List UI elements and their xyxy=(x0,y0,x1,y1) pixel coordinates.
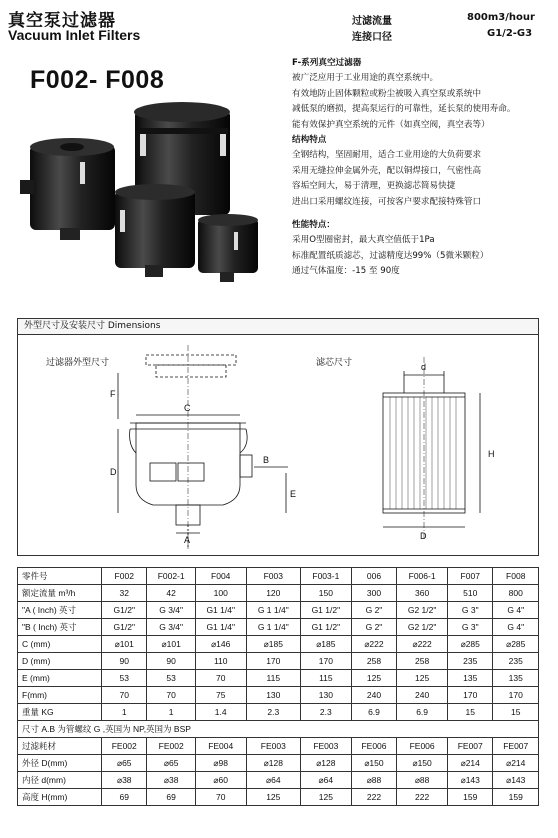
table-cell: G1 1/2" xyxy=(300,602,351,619)
table-cell: 6.9 xyxy=(351,704,396,721)
table-cell: ⌀101 xyxy=(102,636,147,653)
table-cell: ⌀65 xyxy=(147,755,195,772)
table-cell: FE006 xyxy=(351,738,396,755)
table-cell: 258 xyxy=(351,653,396,670)
table-cell: F007 xyxy=(448,568,493,585)
table-cell: 42 xyxy=(147,585,195,602)
table-cell: FE004 xyxy=(195,738,246,755)
dimension-drawing xyxy=(18,335,538,555)
table-cell: G2 1/2" xyxy=(397,619,448,636)
table-cell: G 1 1/4" xyxy=(246,619,300,636)
table-cell: G 3" xyxy=(448,619,493,636)
table-cell: 115 xyxy=(246,670,300,687)
table-cell: 75 xyxy=(195,687,246,704)
table-cell: G1/2" xyxy=(102,619,147,636)
table-cell: ⌀150 xyxy=(351,755,396,772)
table-cell: 70 xyxy=(147,687,195,704)
row-label: F(mm) xyxy=(18,687,102,704)
table-cell: ⌀214 xyxy=(448,755,493,772)
element-row xyxy=(18,789,539,806)
table-cell: G 3/4" xyxy=(147,619,195,636)
table-cell: 70 xyxy=(102,687,147,704)
dimensions-panel xyxy=(17,318,539,556)
dim-letter-a: A xyxy=(184,535,191,545)
dim-letter-small-d: d xyxy=(421,362,427,372)
table-cell: 125 xyxy=(300,789,351,806)
table-cell: FE003 xyxy=(300,738,351,755)
intro-line: 能有效保护真空系统的元件（如真空阀，真空表等） xyxy=(292,119,490,130)
dim-letter-c: C xyxy=(184,403,191,413)
structure-title: 结构特点 xyxy=(292,135,327,146)
table-cell: G 1 1/4" xyxy=(246,602,300,619)
table-cell: G 3" xyxy=(448,602,493,619)
table-cell: 90 xyxy=(102,653,147,670)
table-cell: ⌀88 xyxy=(397,772,448,789)
table-note-row xyxy=(18,721,539,738)
table-cell: 2.3 xyxy=(300,704,351,721)
port-value: G1/2-G3 xyxy=(487,28,533,39)
row-label: E (mm) xyxy=(18,670,102,687)
table-cell: ⌀98 xyxy=(195,755,246,772)
table-cell: ⌀128 xyxy=(246,755,300,772)
table-cell: F003 xyxy=(246,568,300,585)
table-cell: ⌀222 xyxy=(397,636,448,653)
row-label: 高度 H(mm) xyxy=(18,789,102,806)
table-cell: ⌀143 xyxy=(493,772,539,789)
table-cell: ⌀143 xyxy=(448,772,493,789)
table-cell: 300 xyxy=(351,585,396,602)
table-header-row xyxy=(18,568,539,585)
table-cell: F008 xyxy=(493,568,539,585)
table-cell: ⌀38 xyxy=(102,772,147,789)
performance-line: 标准配置纸质滤芯，过滤精度达99%（5微米颗粒） xyxy=(292,250,489,261)
table-cell: 100 xyxy=(195,585,246,602)
table-cell: 120 xyxy=(246,585,300,602)
dim-letter-h: H xyxy=(488,449,495,459)
table-cell: ⌀38 xyxy=(147,772,195,789)
table-cell: 159 xyxy=(448,789,493,806)
intro-line: 减低泵的磨损，提高泵运行的可靠性，延长泵的使用寿命。 xyxy=(292,104,516,115)
table-cell: F006-1 xyxy=(397,568,448,585)
table-cell: 170 xyxy=(448,687,493,704)
table-cell: 130 xyxy=(246,687,300,704)
table-cell: ⌀101 xyxy=(147,636,195,653)
table-cell: ⌀88 xyxy=(351,772,396,789)
performance-title: 性能特点： xyxy=(292,220,335,231)
port-label: 连接口径 xyxy=(352,32,392,43)
table-cell: ⌀285 xyxy=(448,636,493,653)
table-cell: ⌀64 xyxy=(246,772,300,789)
table-row xyxy=(18,619,539,636)
element-row xyxy=(18,755,539,772)
table-cell: FE003 xyxy=(246,738,300,755)
table-cell: 258 xyxy=(397,653,448,670)
structure-line: 容垢空间大，易于清理，更换滤芯简易快捷 xyxy=(292,181,456,192)
table-row xyxy=(18,687,539,704)
table-cell: 115 xyxy=(300,670,351,687)
table-cell: 69 xyxy=(147,789,195,806)
table-cell: 240 xyxy=(397,687,448,704)
table-cell: G1 1/4" xyxy=(195,602,246,619)
row-label: 额定流量 m³/h xyxy=(18,585,102,602)
dim-letter-e: E xyxy=(290,489,297,499)
row-label: 外径 D(mm) xyxy=(18,755,102,772)
table-cell: ⌀146 xyxy=(195,636,246,653)
table-cell: 53 xyxy=(102,670,147,687)
flow-label: 过滤流量 xyxy=(352,16,392,27)
table-cell: ⌀60 xyxy=(195,772,246,789)
table-row xyxy=(18,636,539,653)
table-cell: ⌀185 xyxy=(246,636,300,653)
structure-line: 进出口采用螺纹连接，可按客户要求配接特殊管口 xyxy=(292,196,482,207)
row-label: C (mm) xyxy=(18,636,102,653)
table-row xyxy=(18,653,539,670)
structure-line: 采用无缝拉伸金属外壳，配以铜焊接口，气密性高 xyxy=(292,165,482,176)
table-cell: G1/2" xyxy=(102,602,147,619)
table-cell: 32 xyxy=(102,585,147,602)
table-cell: 15 xyxy=(448,704,493,721)
table-cell: 006 xyxy=(351,568,396,585)
table-cell: 235 xyxy=(448,653,493,670)
intro-line: 被广泛应用于工业用途的真空系统中。 xyxy=(292,73,439,84)
performance-line: 采用O型圈密封，最大真空值低于1Pa xyxy=(292,235,435,246)
table-cell: 1 xyxy=(102,704,147,721)
table-cell: F002 xyxy=(102,568,147,585)
table-cell: 125 xyxy=(246,789,300,806)
table-cell: ⌀222 xyxy=(351,636,396,653)
row-label: 重量 KG xyxy=(18,704,102,721)
table-cell: ⌀128 xyxy=(300,755,351,772)
row-label: "B ( Inch) 英寸 xyxy=(18,619,102,636)
product-photo xyxy=(20,100,270,290)
table-cell: 240 xyxy=(351,687,396,704)
dimensions-title: 外型尺寸及安装尺寸 Dimensions xyxy=(18,319,538,335)
structure-line: 全钢结构，坚固耐用，适合工业用途的大负荷要求 xyxy=(292,150,482,161)
table-cell: 800 xyxy=(493,585,539,602)
table-cell: 1 xyxy=(147,704,195,721)
table-cell: 2.3 xyxy=(246,704,300,721)
row-label: "A ( Inch) 英寸 xyxy=(18,602,102,619)
element-row xyxy=(18,772,539,789)
table-cell: ⌀64 xyxy=(300,772,351,789)
table-cell: 70 xyxy=(195,670,246,687)
table-cell: 69 xyxy=(102,789,147,806)
row-label: 内径 d(mm) xyxy=(18,772,102,789)
table-cell: G 2" xyxy=(351,602,396,619)
table-cell: G1 1/2" xyxy=(300,619,351,636)
table-cell: 125 xyxy=(397,670,448,687)
table-cell: FE002 xyxy=(147,738,195,755)
dim-letter-b: B xyxy=(263,455,270,465)
table-cell: F004 xyxy=(195,568,246,585)
table-cell: 90 xyxy=(147,653,195,670)
dim-letter-f: F xyxy=(110,389,116,399)
table-cell: 170 xyxy=(493,687,539,704)
table-cell: 222 xyxy=(351,789,396,806)
title-chinese: 真空泵过滤器 xyxy=(8,11,116,31)
table-cell: 235 xyxy=(493,653,539,670)
table-cell: 150 xyxy=(300,585,351,602)
row-label: 零件号 xyxy=(18,568,102,585)
table-cell: 110 xyxy=(195,653,246,670)
table-cell: 130 xyxy=(300,687,351,704)
table-row xyxy=(18,602,539,619)
table-cell: FE007 xyxy=(493,738,539,755)
table-cell: 360 xyxy=(397,585,448,602)
table-cell: G 4" xyxy=(493,619,539,636)
table-cell: G1 1/4" xyxy=(195,619,246,636)
table-cell: 70 xyxy=(195,789,246,806)
table-cell: FE002 xyxy=(102,738,147,755)
intro-line: 有效地防止固体颗粒或粉尘被吸入真空泵或系统中 xyxy=(292,88,482,99)
table-cell: G 2" xyxy=(351,619,396,636)
table-cell: G2 1/2" xyxy=(397,602,448,619)
table-cell: 15 xyxy=(493,704,539,721)
dim-letter-element-d: D xyxy=(420,531,427,541)
table-cell: FE006 xyxy=(397,738,448,755)
table-cell: 135 xyxy=(448,670,493,687)
element-header-row xyxy=(18,738,539,755)
table-row xyxy=(18,704,539,721)
table-cell: ⌀214 xyxy=(493,755,539,772)
table-cell: FE007 xyxy=(448,738,493,755)
table-cell: 170 xyxy=(246,653,300,670)
series-title: F-系列真空过滤器 xyxy=(292,58,362,68)
table-cell: 125 xyxy=(351,670,396,687)
table-cell: ⌀185 xyxy=(300,636,351,653)
thread-note: 尺寸 A.B 为管螺纹 G ,英国为 NP,英国为 BSP xyxy=(18,721,539,738)
table-cell: 159 xyxy=(493,789,539,806)
table-cell: G 4" xyxy=(493,602,539,619)
dim-letter-d: D xyxy=(110,467,117,477)
table-cell: 510 xyxy=(448,585,493,602)
table-cell: F003-1 xyxy=(300,568,351,585)
table-cell: ⌀285 xyxy=(493,636,539,653)
table-cell: ⌀150 xyxy=(397,755,448,772)
row-label: D (mm) xyxy=(18,653,102,670)
table-cell: 222 xyxy=(397,789,448,806)
description-block xyxy=(292,56,554,280)
filter-dimension-label: 过滤器外型尺寸 xyxy=(46,357,110,367)
table-row xyxy=(18,585,539,602)
flow-value: 800m3/hour xyxy=(467,12,535,23)
performance-line: 通过气体温度：-15 至 90度 xyxy=(292,266,400,277)
element-dimension-label: 滤芯尺寸 xyxy=(316,357,353,367)
table-cell: 53 xyxy=(147,670,195,687)
table-cell: G 3/4" xyxy=(147,602,195,619)
table-cell: F002-1 xyxy=(147,568,195,585)
model-range: F002- F008 xyxy=(30,66,165,94)
title-english: Vacuum Inlet Filters xyxy=(8,27,141,43)
table-cell: 170 xyxy=(300,653,351,670)
table-cell: 6.9 xyxy=(397,704,448,721)
spec-table xyxy=(17,567,539,806)
table-cell: ⌀65 xyxy=(102,755,147,772)
table-row xyxy=(18,670,539,687)
table-cell: 135 xyxy=(493,670,539,687)
table-cell: 1.4 xyxy=(195,704,246,721)
row-label: 过滤耗材 xyxy=(18,738,102,755)
